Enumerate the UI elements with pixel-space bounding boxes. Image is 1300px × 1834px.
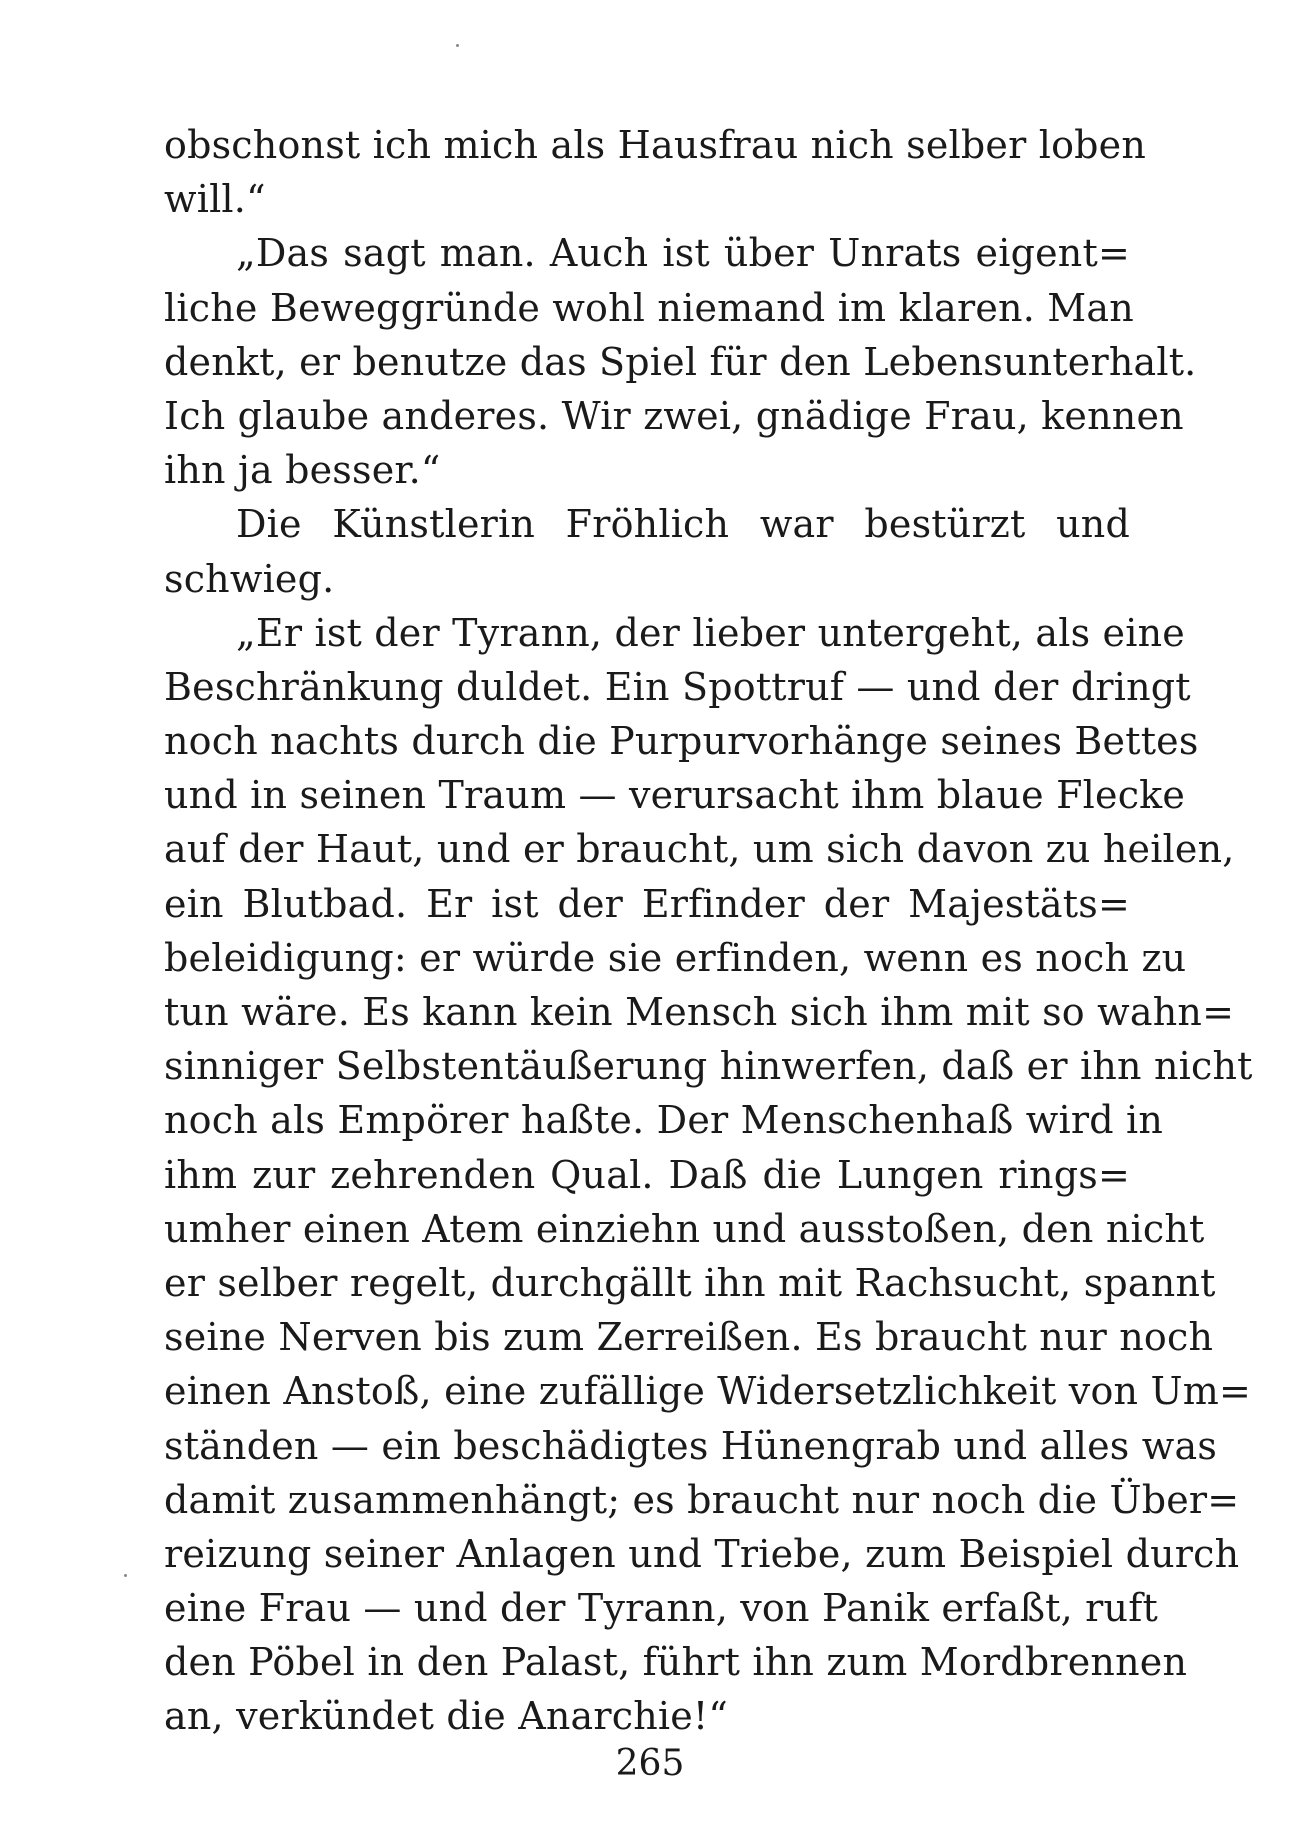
text-line: eine Frau — und der Tyrann, von Panik erfaßt, ruft xyxy=(164,1586,1158,1631)
text-line: „Er ist der Tyrann, der lieber untergeht, als eine xyxy=(236,610,1185,655)
text-line: an, verkündet die Anarchie!“ xyxy=(164,1694,729,1739)
text-line: ständen — ein beschädigtes Hünengrab und alles was xyxy=(164,1423,1218,1468)
text-line: obschonst ich mich als Hausfrau nich selber loben xyxy=(164,123,1147,167)
text-line: einen Anstoß, eine zufällige Widersetzlichkeit von Um= xyxy=(164,1369,1251,1414)
text-line: auf der Haut, und er braucht, um sich davon zu heilen, xyxy=(164,827,1235,872)
text-line: und in seinen Traum — verursacht ihm blaue Flecke xyxy=(164,773,1186,818)
text-line: Ich glaube anderes. Wir zwei, gnädige Frau, kennen xyxy=(164,393,1184,438)
text-line: noch als Empörer haßte. Der Menschenhaß wird in xyxy=(164,1098,1164,1143)
body-text xyxy=(164,118,1253,1744)
text-line: ein Blutbad. Er ist der Erfinder der Majestäts= xyxy=(164,881,1130,926)
text-line: beleidigung: er würde sie erfinden, wenn es noch zu xyxy=(164,935,1187,980)
text-line: Die Künstlerin Fröhlich war bestürzt und xyxy=(236,502,1130,547)
paper-speck xyxy=(456,44,459,47)
text-line: „Das sagt man. Auch ist über Unrats eigent= xyxy=(236,231,1130,276)
text-line: Beschränkung duldet. Ein Spottruf — und der dringt xyxy=(164,664,1191,709)
text-line: seine Nerven bis zum Zerreißen. Es braucht nur noch xyxy=(164,1315,1214,1360)
text-line: tun wäre. Es kann kein Mensch sich ihm mit so wahn= xyxy=(164,990,1235,1034)
text-line: liche Beweggründe wohl niemand im klaren. Man xyxy=(164,285,1134,330)
text-line: er selber regelt, durchgällt ihn mit Rachsucht, spannt xyxy=(164,1260,1216,1305)
text-line: damit zusammenhängt; es braucht nur noch die Über= xyxy=(164,1477,1240,1522)
text-line: ihn ja besser.“ xyxy=(164,448,441,493)
text-line: noch nachts durch die Purpurvorhänge seines Bettes xyxy=(164,719,1199,764)
text-line: sinniger Selbstentäußerung hinwerfen, daß er ihn nicht xyxy=(164,1044,1253,1089)
text-line: schwieg. xyxy=(164,556,335,601)
text-line: reizung seiner Anlagen und Triebe, zum Beispiel durch xyxy=(164,1531,1240,1576)
page-number: 265 xyxy=(615,1743,685,1784)
text-line: denkt, er benutze das Spiel für den Lebensunterhalt. xyxy=(164,339,1197,384)
text-line: umher einen Atem einziehn und ausstoßen, den nicht xyxy=(164,1206,1205,1251)
text-line: will.“ xyxy=(164,177,266,222)
paper-speck xyxy=(124,1574,127,1577)
text-line: den Pöbel in den Palast, führt ihn zum Mordbrennen xyxy=(164,1640,1188,1685)
text-line: ihm zur zehrenden Qual. Daß die Lungen rings= xyxy=(164,1152,1130,1197)
